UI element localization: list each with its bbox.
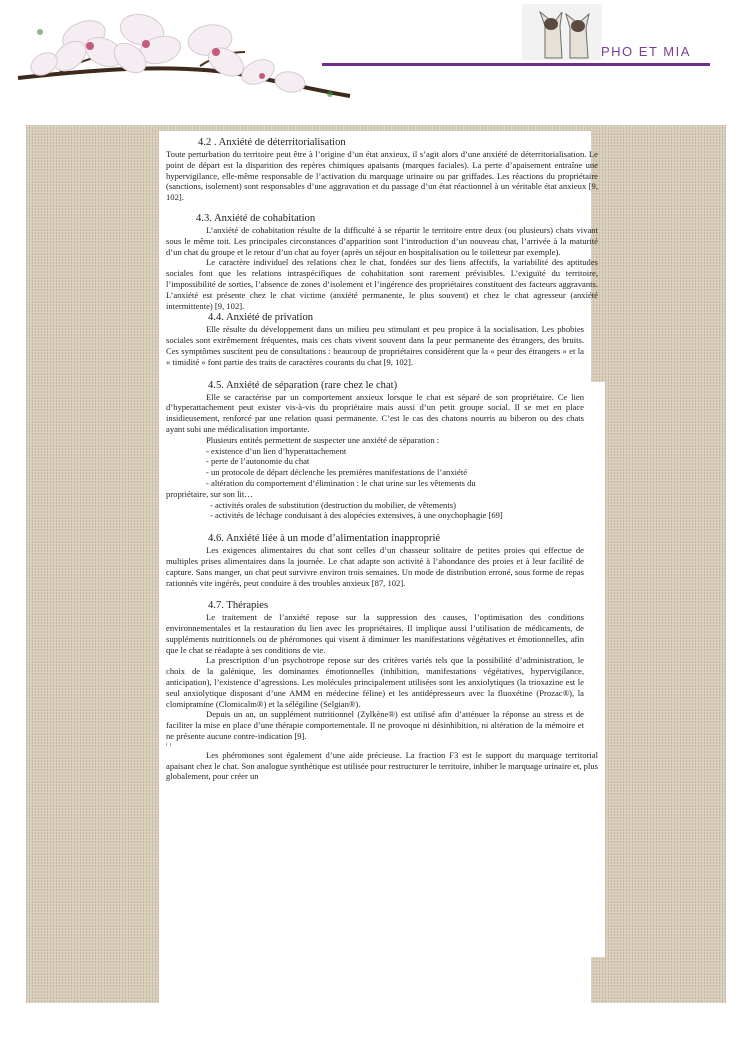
paragraph: Les phéromones sont également d’une aide précieuse. La fraction F3 est le support du marquage territorial apaisant chez le chat. Son analogue synthétique est utilisée pour restructurer le territoire, inhiber le marquage urinaire et, plus globalement, pour créer un [166,749,598,782]
list-item: - altération du comportement d’élimination : le chat urine sur les vêtements du [206,477,476,488]
list-item: - activités de léchage conduisant à des alopécies extensives, à une onychophagie [69] [210,510,503,521]
section-title-4-5: 4.5. Anxiété de séparation (rare chez le chat) [208,379,398,391]
list-item: - activités orales de substitution (destruction du mobilier, de vêtements) [210,499,456,510]
list-item-continuation: propriétaire, sur son lit… [166,488,253,499]
paragraph: La prescription d’un psychotrope repose sur des critères variés tels que la possibilité d’administration, le choix de la galénique, les dominantes émotionnelles (inhibition, manifestations végétatives, hypervigilance, anticipation), l’existence d’agressions. Les molécules principalement utilisées sont les anxiolytiques (la trioxazine est le seul anxiolytique disposant d’une AMM en médecine féline) et les antidépresseurs avec la fluoxétine (Prozac®), la clomipramine (Clomicalm®) et la sélégiline (Selgian®). [166,655,584,709]
two-siamese-cats-image [522,4,602,60]
paragraph: Le caractère individuel des relations chez le chat, fondées sur des liens affectifs, la variabilité des aptitudes sociales font que les relations intraspécifiques de cohabitation sont rarement prévisibles. L’exiguïté du territoire, l’impossibilité de sorties, l’absence de zones d’isolement et l’ingérence des propriétaires constituent des facteurs aggravants. L’anxiété est présente chez le chat victime (anxiété permanente, le plus souvent) et chez le chat agresseur (anxiété intermittente) [9, 102]. [166,257,598,311]
paragraph: Les exigences alimentaires du chat sont celles d’un chasseur solitaire de petites proies qui effectue de multiples prises alimentaires dans la journée. Le chat adapte son activité à l’abondance des proies et à leur facilité de capture. Sans manger, un chat peut survivre environ trois semaines. Un mode de distribution erroné, sous forme de repas rationnés vite ingérés, peut conduire à des troubles anxieux [87, 102]. [166,545,584,588]
paragraph: Toute perturbation du territoire peut être à l’origine d’un état anxieux, il s’agit alors d’une anxiété de déterritorialisation. Le point de départ est la disparition des repères chimiques apaisants (marques faciales). La perte d’apaisement entraîne une hypervigilance, elle-même responsable de l’activation du marquage urinaire ou par griffades. Les réactions du propriétaire (sanctions, isolement) sont responsables d’une aggravation et du passage d’un état réactionnel à un véritable état anxieux [9, 102]. [166,149,598,203]
section-title-4-6: 4.6. Anxiété liée à un mode d’alimentation inapproprié [208,533,441,545]
paragraph: Elle résulte du développement dans un milieu peu stimulant et peu propice à la socialisation. Les phobies sociales sont extrêmement fréquentes, mais ces chats vivent souvent dans la peur permanente des étrangers, des bruits. Ces symptômes suscitent peu de consultations : beaucoup de propriétaires considèrent que la « peur des étrangers » et la « timidité » font partie des traits de caractères courants du chat [9, 102]. [166,324,584,367]
stray-mark: ⁽ ⁾ [166,741,172,750]
section-title-4-3: 4.3. Anxiété de cohabitation [196,212,316,224]
paragraph: Elle se caractérise par un comportement anxieux lorsque le chat est séparé de son propriétaire. Ce lien d’hyperattachement peut exister vis-à-vis du propriétaire mais aussi d’un petit groupe social. Il se met en place insidieusement, renforcé par une relation quasi permanente. C’est le cas des chatons nourris au biberon ou des chats ayant subi une médicalisation importante. [166,391,584,434]
list-item: - existence d’un lien d’hyperattachement [206,445,347,456]
list-item: - perte de l’autonomie du chat [206,456,310,467]
paragraph: Le traitement de l’anxiété repose sur la suppression des causes, l’optimisation des conditions environnementales et la restauration du lien avec les propriétaires. Il implique aussi l’utilisation de médicaments, de suppléments nutritionnels ou de phéromones qui visent à diminuer les manifestations végétatives et émotionnelles, afin que le chat se réadapte à ses conditions de vie. [166,612,584,655]
header-divider [322,63,710,66]
section-title-4-7: 4.7. Thérapies [208,600,269,612]
paragraph: L’anxiété de cohabitation résulte de la difficulté à se répartir le territoire entre deux (ou plusieurs) chats vivant sous le même toit. Les principales circonstances d’apparition sont l’introduction d’un nouveau chat, l’arrivée à la maturité d’un chat du groupe et le retour d’un chat au foyer (après un séjour en hospitalisation ou le toiletteur par exemple). [166,224,598,257]
document-body [166,134,598,782]
section-title-4-4: 4.4. Anxiété de privation [208,312,314,324]
page-header [0,0,751,125]
brand-title: PHO ET MIA [601,44,691,59]
section-title-4-2: 4.2 . Anxiété de déterritorialisation [198,137,346,148]
list-intro: Plusieurs entités permettent de suspecter une anxiété de séparation : [206,434,440,445]
paragraph: Depuis un an, un supplément nutritionnel (Zylkène®) est utilisé afin d’atténuer la réponse au stress et de faciliter la mise en place d’une thérapie comportementale. Il ne provoque ni désinhibition, ni altération de la mémoire et ne présente aucune contre-indication [9]. [166,709,584,742]
document-page-bottom [159,955,591,1003]
list-item: - un protocole de départ déclenche les premières manifestations de l’anxiété [206,467,468,478]
